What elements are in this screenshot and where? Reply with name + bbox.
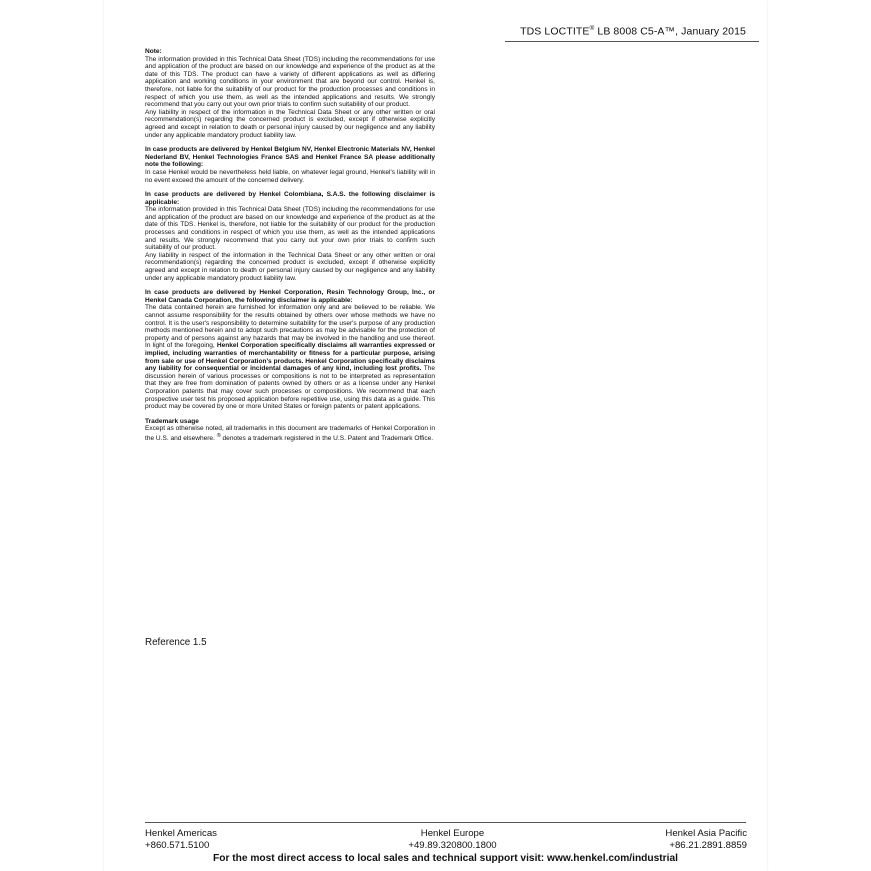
corporation-paragraph — [145, 304, 435, 410]
document-header — [520, 25, 746, 38]
americas-phone: +860.571.5100 — [145, 840, 210, 851]
footer-asia-pacific — [665, 828, 747, 852]
reference-number: Reference 1.5 — [145, 637, 207, 648]
support-contact-line: For the most direct access to local sales and technical support visit: www.henkel.com/industrial — [213, 853, 678, 864]
asia-phone: +86.21.2891.8859 — [669, 840, 747, 851]
americas-name: Henkel Americas — [145, 828, 217, 839]
note-heading: Note: — [145, 48, 162, 55]
asia-name: Henkel Asia Pacific — [665, 828, 747, 839]
trademark-text-a: Except as otherwise noted, all trademarks in this document are trademarks of Henkel Corporation in the U.S. and elsewhere. — [145, 425, 435, 443]
trademark-paragraph — [145, 425, 435, 442]
corporation-heading: In case products are delivered by Henkel Corporation, Resin Technology Group, Inc., or Henkel Canada Corporation, the following disclaimer is applicable: — [145, 289, 435, 304]
footer-rule — [145, 822, 746, 823]
colombia-paragraph-2: Any liability in respect of the information in the Technical Data Sheet or any other written or oral recommendation(s) regarding the concerned product is excluded, except if otherwise explicitly agreed and except in relation to death or personal injury caused by our negligence and any liability under any applicable mandatory product liability law. — [145, 251, 435, 282]
footer-europe — [395, 828, 510, 852]
note-paragraph-1: The information provided in this Technical Data Sheet (TDS) including the recommendations for use and application of the product are based on our knowledge and experience of the product as at the date of this TDS. The product can have a variety of different applications as well as differing application and working conditions in your environment that are beyond our control. Henkel is, therefore, not liable for the suitability of our product for the production processes and conditions in respect of which you use them, as well as the intended applications and results. We strongly recommend that you carry out your own prior trials to confirm such suitability of our product. — [145, 55, 435, 109]
header-rule — [505, 41, 759, 42]
colombia-paragraph-1: The information provided in this Technical Data Sheet (TDS) including the recommendations for use and application of the product are based on our knowledge and experience of the product as at the date of this TDS. Henkel is, therefore, not liable for the suitability of our product for the production processes and conditions in respect of which you use them, as well as the intended applications and results. We strongly recommend that you carry out your own prior trials to confirm such suitability of our product. — [145, 206, 435, 252]
corporation-text-b: The discussion herein of various processes or compositions is not to be interpreted as representation that they are free from domination of patents owned by others or as a license under any Henkel Corporation patents that may cover such processes or compositions. We recommend that each prospective user test his proposed application before repetitive use, using this data as a guide. This product may be covered by one or more United States or foreign patents or patent applications. — [145, 365, 435, 411]
trademark-text-b: denotes a trademark registered in the U.S. Patent and Trademark Office. — [220, 435, 434, 443]
header-title-suffix: LB 8008 C5-A™, January 2015 — [594, 25, 746, 38]
header-title: TDS LOCTITE — [520, 25, 590, 38]
europe-name: Henkel Europe — [420, 828, 485, 839]
footer-americas — [145, 828, 217, 852]
corporation-text-a: The data contained herein are furnished for information only and are believed to be reliable. We cannot assume responsibility for the results obtained by others over whose methods we have no control. It is the user's responsibility to determine suitability for the user's purpose of any production methods mentioned herein and to adopt such precautions as may be advisable for the protection of property and of persons against any hazards that may be involved in the handling and use thereof. In light of the foregoing, — [145, 304, 435, 350]
belgium-heading: In case products are delivered by Henkel Belgium NV, Henkel Electronic Materials NV, Henkel Nederland BV, Henkel Technologies France SAS and Henkel France SA please additionally note the following: — [145, 146, 435, 169]
disclaimer-column — [145, 48, 435, 443]
belgium-paragraph: In case Henkel would be nevertheless held liable, on whatever legal ground, Henkel's liability will in no event exceed the amount of the concerned delivery. — [145, 168, 435, 184]
europe-phone: +49.89.320800.1800 — [408, 840, 497, 851]
trademark-heading: Trademark usage — [145, 417, 199, 425]
corporation-disclaimer-bold: Henkel Corporation specifically disclaims all warranties expressed or implied, including warranties of merchantability or fitness for a particular purpose, arising from sale or use of Henkel Corporation's products. Henkel Corporation specifically disclaims any liability for consequential or incidental damages of any kind, including lost profits. — [145, 342, 435, 373]
trademark-registered-mark: ® — [216, 432, 221, 439]
note-paragraph-2: Any liability in respect of the information in the Technical Data Sheet or any other written or oral recommendation(s) regarding the concerned product is excluded, except if otherwise explicitly agreed and except in relation to death or personal injury caused by our negligence and any liability under any applicable mandatory product liability law. — [145, 108, 435, 139]
registered-mark: ® — [589, 25, 595, 32]
colombia-heading: In case products are delivered by Henkel Colombiana, S.A.S. the following disclaimer is applicable: — [145, 191, 435, 206]
